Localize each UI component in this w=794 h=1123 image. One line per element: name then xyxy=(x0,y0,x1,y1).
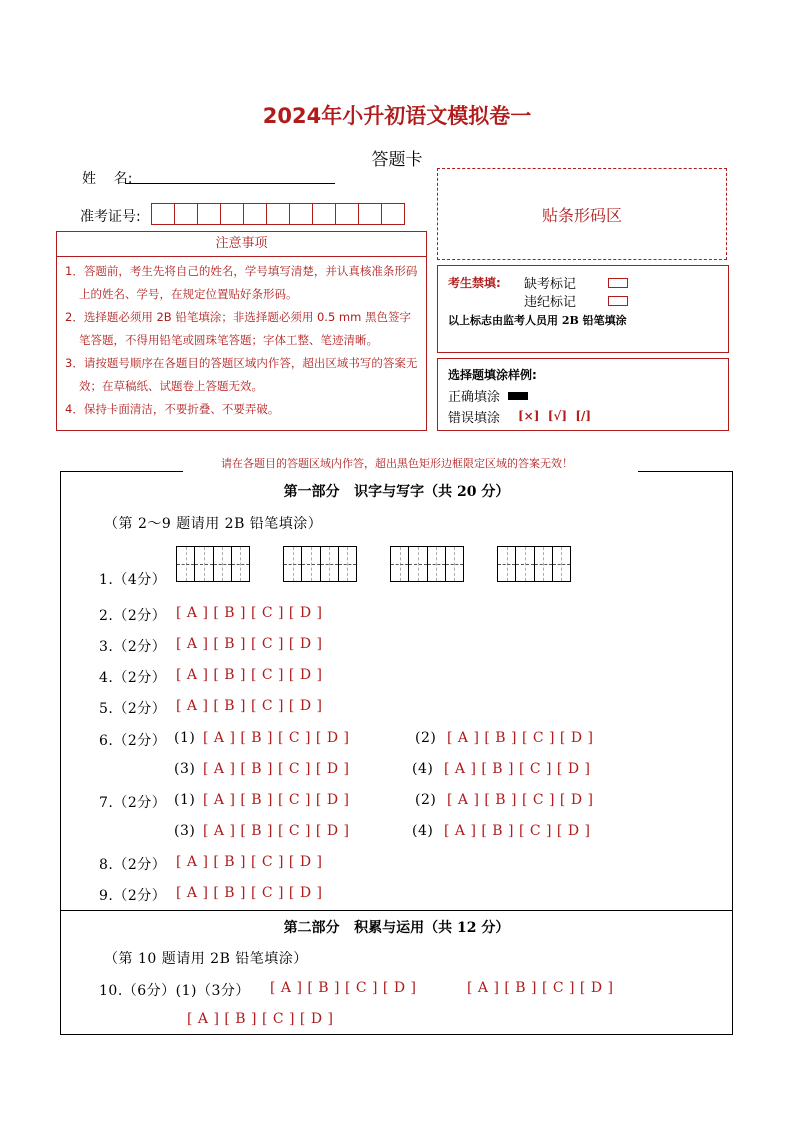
notice-box xyxy=(56,231,427,431)
wrong-fill-label: 错误填涂 xyxy=(448,411,501,426)
name-input-line[interactable] xyxy=(125,183,335,184)
q9-options[interactable]: [ A ] [ B ] [ C ] [ D ] xyxy=(176,885,323,901)
q7-part-1: (1) xyxy=(174,792,196,808)
absent-mark-box[interactable] xyxy=(608,278,628,288)
q5-label: 5.（2分） xyxy=(99,701,167,717)
wrong-fill-samples: [×] [√] [/] xyxy=(518,409,592,423)
page-subtitle: 答题卡 xyxy=(371,150,423,170)
examiner-only-box xyxy=(437,265,729,353)
notice-item: 3．请按题号顺序在各题目的答题区域内作答，超出区域书写的答案无效；在草稿纸、试题卷上答题无效。 xyxy=(65,356,418,393)
q6-1-options[interactable]: [ A ] [ B ] [ C ] [ D ] xyxy=(203,730,350,746)
q7-part-3: (3) xyxy=(174,823,196,839)
q7-part-4: (4) xyxy=(412,823,434,839)
violation-label: 违纪标记 xyxy=(524,295,577,310)
q6-part-1: (1) xyxy=(174,730,196,746)
q6-part-3: (3) xyxy=(174,761,196,777)
id-digit-box[interactable] xyxy=(335,203,359,225)
q6-3-options[interactable]: [ A ] [ B ] [ C ] [ D ] xyxy=(203,761,350,777)
id-digit-box[interactable] xyxy=(312,203,336,225)
barcode-label: 贴条形码区 xyxy=(541,205,622,225)
q1-label: 1.（4分） xyxy=(99,572,167,588)
id-digit-box[interactable] xyxy=(358,203,382,225)
writing-grid[interactable] xyxy=(390,546,464,582)
id-digit-box[interactable] xyxy=(243,203,267,225)
q7-3-options[interactable]: [ A ] [ B ] [ C ] [ D ] xyxy=(203,823,350,839)
id-digit-box[interactable] xyxy=(381,203,405,225)
q10-options-b[interactable]: [ A ] [ B ] [ C ] [ D ] xyxy=(467,980,614,996)
section-divider xyxy=(60,910,733,911)
barcode-area xyxy=(437,168,727,260)
q10-options-a[interactable]: [ A ] [ B ] [ C ] [ D ] xyxy=(270,980,417,996)
q6-part-2: (2) xyxy=(415,730,437,746)
writing-grid[interactable] xyxy=(283,546,357,582)
q6-part-4: (4) xyxy=(412,761,434,777)
absent-label: 缺考标记 xyxy=(524,277,577,292)
id-digit-box[interactable] xyxy=(289,203,313,225)
q7-2-options[interactable]: [ A ] [ B ] [ C ] [ D ] xyxy=(447,792,594,808)
notice-heading: 注意事项 xyxy=(57,232,426,257)
page-title: 2024年小升初语文模拟卷一 xyxy=(262,104,532,128)
name-label: 姓 名: xyxy=(82,171,133,187)
q3-options[interactable]: [ A ] [ B ] [ C ] [ D ] xyxy=(176,636,323,652)
q7-label: 7.（2分） xyxy=(99,795,167,811)
q10-options-c[interactable]: [ A ] [ B ] [ C ] [ D ] xyxy=(187,1011,334,1027)
q3-label: 3.（2分） xyxy=(99,639,167,655)
q5-options[interactable]: [ A ] [ B ] [ C ] [ D ] xyxy=(176,698,323,714)
fill-sample-box xyxy=(437,358,729,431)
writing-grid[interactable] xyxy=(176,546,250,582)
writing-grid[interactable] xyxy=(497,546,571,582)
section1-title: 第一部分 识字与写字（共 20 分） xyxy=(283,484,510,500)
id-digit-box[interactable] xyxy=(266,203,290,225)
section2-instruction: （第 10 题请用 2B 铅笔填涂） xyxy=(104,951,308,967)
id-digit-box[interactable] xyxy=(174,203,198,225)
q4-options[interactable]: [ A ] [ B ] [ C ] [ D ] xyxy=(176,667,323,683)
id-label: 准考证号: xyxy=(80,209,141,225)
q4-label: 4.（2分） xyxy=(99,670,167,686)
q8-options[interactable]: [ A ] [ B ] [ C ] [ D ] xyxy=(176,854,323,870)
q10-label: 10.（6分）(1)（3分） xyxy=(99,983,250,999)
q7-part-2: (2) xyxy=(415,792,437,808)
section1-instruction: （第 2～9 题请用 2B 铅笔填涂） xyxy=(104,516,323,532)
id-digit-box[interactable] xyxy=(220,203,244,225)
q2-options[interactable]: [ A ] [ B ] [ C ] [ D ] xyxy=(176,605,323,621)
q9-label: 9.（2分） xyxy=(99,888,167,904)
answer-area-warning: 请在各题目的答题区域内作答，超出黑色矩形边框限定区域的答案无效！ xyxy=(221,457,573,470)
violation-mark-box[interactable] xyxy=(608,296,628,306)
id-number-boxes[interactable] xyxy=(151,203,404,225)
sample-heading: 选择题填涂样例: xyxy=(448,368,537,382)
notice-item: 4．保持卡面清洁，不要折叠、不要弄破。 xyxy=(65,402,280,416)
q7-4-options[interactable]: [ A ] [ B ] [ C ] [ D ] xyxy=(444,823,591,839)
q6-4-options[interactable]: [ A ] [ B ] [ C ] [ D ] xyxy=(444,761,591,777)
correct-fill-label: 正确填涂 xyxy=(448,390,501,405)
notice-item: 2．选择题必须用 2B 铅笔填涂；非选择题必须用 0.5 mm 黑色签字笔答题，不得用铅笔或圆珠笔答题；字体工整、笔迹清晰。 xyxy=(65,310,411,347)
q7-1-options[interactable]: [ A ] [ B ] [ C ] [ D ] xyxy=(203,792,350,808)
q2-label: 2.（2分） xyxy=(99,608,167,624)
id-digit-box[interactable] xyxy=(151,203,175,225)
correct-fill-sample xyxy=(508,392,528,400)
examiner-only-label: 考生禁填: xyxy=(448,276,501,290)
q6-2-options[interactable]: [ A ] [ B ] [ C ] [ D ] xyxy=(447,730,594,746)
examiner-note: 以上标志由监考人员用 2B 铅笔填涂 xyxy=(448,314,627,327)
id-digit-box[interactable] xyxy=(197,203,221,225)
q8-label: 8.（2分） xyxy=(99,857,167,873)
q6-label: 6.（2分） xyxy=(99,733,167,749)
section2-title: 第二部分 积累与运用（共 12 分） xyxy=(283,920,510,936)
notice-item: 1．答题前，考生先将自己的姓名，学号填写清楚，并认真核准条形码上的姓名、学号，在规定位置贴好条形码。 xyxy=(65,264,418,301)
